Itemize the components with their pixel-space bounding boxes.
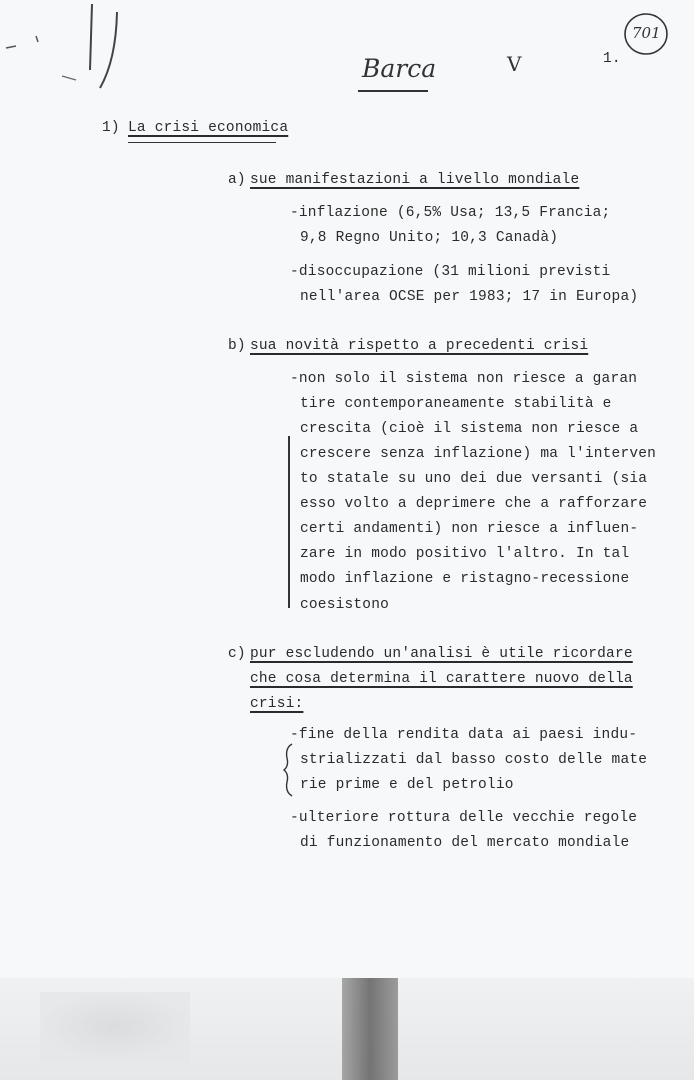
part-b-line: modo inflazione e ristagno-recessione [300,571,630,587]
part-a-line: 9,8 Regno Unito; 10,3 Canadà) [300,230,559,246]
handwritten-stroke-marks [0,0,140,100]
part-b-line: tire contemporaneamente stabilità e [300,396,612,412]
part-a-line: -disoccupazione (31 milioni previsti [290,264,611,280]
part-b-line: coesistono [300,597,390,613]
part-b-line: crescita (cioè il sistema non riesce a [300,421,639,437]
handwritten-mark: V [507,52,522,76]
part-b-line: -non solo il sistema non riesce a garan [290,371,638,387]
part-c-line: -ulteriore rottura delle vecchie regole [290,810,638,826]
part-b-title: sua novità rispetto a precedenti crisi [250,338,589,354]
part-c-line: strializzati dal basso costo delle mate [300,752,648,768]
part-b-line: zare in modo positivo l'altro. In tal [300,546,630,562]
part-b-line: to statale su uno dei due versanti (sia [300,471,648,487]
part-b-label: b) [228,338,246,354]
part-c-title: che cosa determina il carattere nuovo della [250,671,633,687]
part-b-line: crescere senza inflazione) ma l'interven [300,446,657,462]
circled-number: 701 [632,24,661,42]
faded-stamp-mark [40,992,190,1062]
part-b-line: certi andamenti) non riesce a influen- [300,521,639,537]
section-title: La crisi economica [128,120,289,136]
dark-smudge-mark [342,978,398,1080]
part-a-title: sue manifestazioni a livello mondiale [250,172,580,188]
part-a-line: -inflazione (6,5% Usa; 13,5 Francia; [290,205,611,221]
handwritten-name: Barca [362,54,437,83]
section-title-double-underline [128,142,276,143]
curly-brace-mark [282,742,296,798]
handwritten-name-underline [358,90,428,92]
part-b-line: esso volto a deprimere che a rafforzare [300,496,648,512]
section-number: 1) [102,120,120,136]
part-c-title: pur escludendo un'analisi è utile ricordare [250,646,633,662]
part-a-line: nell'area OCSE per 1983; 17 in Europa) [300,289,639,305]
page-number: 1. [603,51,621,67]
part-c-line: di funzionamento del mercato mondiale [300,835,630,851]
part-c-line: -fine della rendita data ai paesi indu- [290,727,638,743]
part-c-line: rie prime e del petrolio [300,777,514,793]
part-c-title: crisi: [250,696,304,712]
part-c-label: c) [228,646,246,662]
margin-bracket-line [288,436,290,608]
part-a-label: a) [228,172,246,188]
